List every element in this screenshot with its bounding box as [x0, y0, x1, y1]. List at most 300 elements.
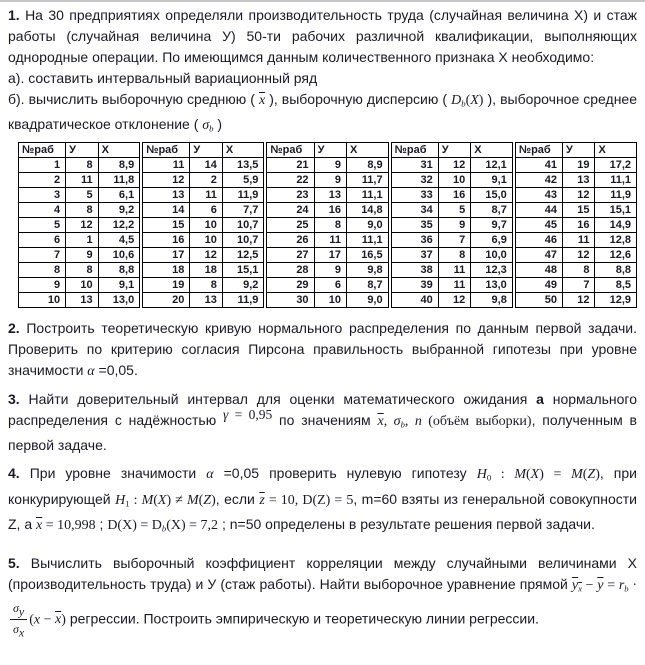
worker-number-cell: 28: [267, 262, 314, 277]
worker-number-cell: 43: [515, 187, 562, 202]
table-row: [19, 262, 140, 277]
text-segment: x: [578, 582, 582, 593]
table-row: [391, 247, 512, 262]
text-segment: D(X) = D: [107, 518, 162, 534]
worker-number-cell: 44: [515, 202, 562, 217]
text-segment: , полученным в первой задаче.: [8, 411, 637, 454]
table-row: [515, 157, 636, 172]
workers-data-table: [18, 142, 637, 308]
text-segment: =: [603, 577, 619, 593]
x-value-cell: 8,7: [471, 202, 513, 217]
text-segment: , при конкурирующей: [8, 465, 637, 507]
worker-number-cell: 19: [143, 277, 190, 292]
worker-number-cell: 5: [19, 217, 66, 232]
x-value-cell: 9,0: [347, 217, 389, 232]
table-row: [267, 187, 388, 202]
text-segment: H: [476, 467, 487, 483]
y-value-cell: 8: [314, 217, 346, 232]
table-header-cell: У: [66, 142, 98, 157]
worker-number-cell: 12: [143, 172, 190, 187]
y-value-cell: 12: [438, 157, 470, 172]
y-value-cell: 16: [314, 202, 346, 217]
table-header-cell: №раб: [143, 142, 190, 157]
table-row: [143, 157, 264, 172]
table-row: [19, 187, 140, 202]
worker-number-cell: 9: [19, 277, 66, 292]
x-value-cell: 8,7: [347, 277, 389, 292]
text-segment: α: [206, 467, 214, 483]
worker-number-cell: 47: [515, 247, 562, 262]
table-header-row: [391, 142, 512, 157]
x-value-cell: 8,9: [98, 157, 140, 172]
table-row: [19, 202, 140, 217]
text-segment: =0,05 проверить нулевую гипотезу: [213, 465, 477, 482]
x-value-cell: 15,0: [471, 187, 513, 202]
text-segment: ): [213, 116, 223, 133]
x-value-cell: 11,1: [595, 172, 637, 187]
y-value-cell: 9: [314, 262, 346, 277]
x-value-cell: 7,7: [222, 202, 264, 217]
table-header-row: [143, 142, 264, 157]
y-value-cell: 13: [562, 172, 594, 187]
table-row: [19, 277, 140, 292]
fraction: [10, 599, 27, 640]
worker-number-cell: 17: [143, 247, 190, 262]
text-segment: ): [478, 93, 484, 108]
table-group: [515, 142, 637, 308]
overline-variable: [572, 576, 582, 592]
y-value-cell: 14: [190, 157, 222, 172]
text-segment: ) ≠: [166, 492, 187, 508]
x-value-cell: 11,9: [222, 187, 264, 202]
text-segment: (: [526, 467, 531, 483]
x-value-cell: 11,9: [222, 292, 264, 307]
table-row: [267, 217, 388, 232]
x-value-cell: 12,9: [595, 292, 637, 307]
text-segment: 1.: [8, 7, 20, 23]
text-segment: Z: [203, 492, 212, 508]
text-segment: ,: [383, 413, 394, 429]
x-value-cell: 11,9: [595, 187, 637, 202]
y-value-cell: 11: [190, 187, 222, 202]
x-value-cell: 8,8: [595, 262, 637, 277]
text-segment: x: [18, 625, 25, 640]
text-segment: (: [153, 492, 158, 508]
table-header-cell: №раб: [391, 142, 438, 157]
text-segment: M: [571, 467, 583, 483]
worker-number-cell: 32: [391, 172, 438, 187]
table-header-row: [267, 142, 388, 157]
table-row: [267, 292, 388, 307]
y-value-cell: 18: [190, 262, 222, 277]
table-group: [18, 142, 140, 308]
table-row: [267, 157, 388, 172]
x-value-cell: 13,0: [98, 292, 140, 307]
table-row: [391, 232, 512, 247]
x-value-cell: 12,6: [595, 247, 637, 262]
table-row: [143, 202, 264, 217]
table-row: [391, 217, 512, 232]
worker-number-cell: 36: [391, 232, 438, 247]
text-segment: b: [461, 98, 466, 109]
worker-number-cell: 27: [267, 247, 314, 262]
x-value-cell: 16,5: [347, 247, 389, 262]
table-header-cell: X: [222, 142, 264, 157]
worker-number-cell: 15: [143, 217, 190, 232]
text-segment: M: [514, 467, 526, 483]
table-row: [19, 157, 140, 172]
text-segment: 3.: [8, 390, 20, 407]
y-value-cell: 13: [190, 292, 222, 307]
y-value-cell: 12: [562, 292, 594, 307]
text-segment: ·: [628, 577, 637, 593]
x-value-cell: 9,0: [347, 292, 389, 307]
x-value-cell: 10,0: [471, 247, 513, 262]
table-group: [266, 142, 388, 308]
y-value-cell: 10: [438, 172, 470, 187]
worker-number-cell: 45: [515, 217, 562, 232]
x-value-cell: 15,1: [222, 262, 264, 277]
top-edge-artifact: [0, 0, 645, 2]
worker-number-cell: 16: [143, 232, 190, 247]
text-segment: M: [141, 492, 154, 508]
worker-number-cell: 6: [19, 232, 66, 247]
worker-number-cell: 26: [267, 232, 314, 247]
text-segment: H: [115, 492, 126, 508]
y-value-cell: 11: [562, 232, 594, 247]
y-value-cell: 11: [314, 232, 346, 247]
text-segment: (: [465, 93, 471, 108]
table-row: [267, 262, 388, 277]
text-segment: X: [470, 93, 479, 108]
worker-number-cell: 25: [267, 217, 314, 232]
y-value-cell: 10: [66, 277, 98, 292]
text-segment: ) =: [539, 467, 572, 483]
table-row: [515, 247, 636, 262]
worker-number-cell: 31: [391, 157, 438, 172]
worker-number-cell: 24: [267, 202, 314, 217]
text-segment: ;: [95, 516, 108, 533]
y-value-cell: 13: [66, 292, 98, 307]
text-segment: = 10,: [264, 492, 299, 508]
table-row: [515, 277, 636, 292]
table-header-cell: X: [98, 142, 140, 157]
text-segment: r: [618, 577, 625, 593]
worker-number-cell: 10: [19, 292, 66, 307]
table-row: [19, 172, 140, 187]
text-segment: , m=60 взяты из генеральной совокупности Z, а: [8, 490, 637, 533]
y-value-cell: 11: [66, 172, 98, 187]
x-value-cell: 12,8: [595, 232, 637, 247]
table-header-cell: У: [314, 142, 346, 157]
text-segment: $\overline{y}$: [597, 577, 604, 593]
table-row: [515, 262, 636, 277]
text-segment: n: [414, 413, 422, 429]
text-segment: 0: [486, 472, 492, 483]
table-row: [267, 247, 388, 262]
x-value-cell: 8,5: [595, 277, 637, 292]
text-segment: X: [530, 467, 540, 483]
x-value-cell: 14,8: [347, 202, 389, 217]
worker-number-cell: 42: [515, 172, 562, 187]
text-segment: γ: [223, 406, 229, 422]
x-value-cell: 12,1: [471, 157, 513, 172]
text-segment: y: [18, 604, 25, 619]
y-value-cell: 9: [438, 217, 470, 232]
text-segment: $\overline{z}$: [259, 492, 265, 508]
text-segment: α: [87, 363, 95, 379]
y-value-cell: 12: [562, 187, 594, 202]
table-row: [391, 202, 512, 217]
table-row: [143, 262, 264, 277]
table-row: [515, 232, 636, 247]
table-row: [267, 172, 388, 187]
worker-number-cell: 2: [19, 172, 66, 187]
text-segment: Z: [587, 467, 596, 483]
task-2-paragraph: [8, 318, 637, 382]
text-segment: y: [571, 577, 579, 593]
table-header-cell: У: [562, 142, 594, 157]
text-segment: 1: [125, 498, 130, 509]
y-value-cell: 6: [190, 202, 222, 217]
y-value-cell: 12: [66, 217, 98, 232]
text-segment: b: [624, 582, 629, 593]
worker-number-cell: 1: [19, 157, 66, 172]
text-segment: σ: [393, 413, 401, 429]
text-segment: −: [40, 612, 56, 628]
worker-number-cell: 22: [267, 172, 314, 187]
x-value-cell: 17,2: [595, 157, 637, 172]
table-group: [142, 142, 264, 308]
table-row: [267, 232, 388, 247]
table-row: [143, 232, 264, 247]
text-segment: $\overline{x}$: [258, 93, 266, 108]
text-segment: D: [451, 93, 462, 108]
y-value-cell: 6: [314, 277, 346, 292]
table-row: [515, 292, 636, 307]
y-value-cell: 16: [438, 187, 470, 202]
table-row: [391, 292, 512, 307]
task-1-item-b: [8, 89, 637, 140]
x-value-cell: 10,7: [222, 232, 264, 247]
x-value-cell: 9,8: [471, 292, 513, 307]
worker-number-cell: 41: [515, 157, 562, 172]
text-segment: На 30 предприятиях определяли производительность труда (случайная величина X) и стаж работы (случайная величина У) 50-ти рабочих различной квалификации, выполняющих однородные операции. По имеющимся данным количественного признака X необходимо:: [8, 7, 637, 65]
y-value-cell: 16: [562, 217, 594, 232]
table-row: [143, 187, 264, 202]
task-5-paragraph: [8, 553, 637, 641]
text-segment: σ: [13, 600, 19, 615]
table-row: [143, 277, 264, 292]
table-row: [143, 292, 264, 307]
y-value-cell: 7: [438, 232, 470, 247]
text-segment: а). составить интервальный вариационный ряд: [8, 70, 318, 86]
table-row: [19, 247, 140, 262]
text-segment: , если: [215, 490, 260, 507]
text-segment: (: [198, 492, 204, 508]
worker-number-cell: 30: [267, 292, 314, 307]
text-segment: $\overline{x}$: [55, 612, 62, 628]
x-value-cell: 13,0: [471, 277, 513, 292]
table-header-cell: У: [190, 142, 222, 157]
table-row: [515, 187, 636, 202]
table-row: [19, 232, 140, 247]
worker-number-cell: 14: [143, 202, 190, 217]
y-value-cell: 15: [562, 202, 594, 217]
y-value-cell: 7: [562, 277, 594, 292]
y-value-cell: 8: [66, 157, 98, 172]
x-value-cell: 9,1: [98, 277, 140, 292]
text-segment: M: [186, 492, 199, 508]
x-value-cell: 12,2: [98, 217, 140, 232]
table-row: [515, 172, 636, 187]
x-value-cell: 14,9: [595, 217, 637, 232]
text-segment: по значениям: [272, 411, 378, 428]
task-3-paragraph: [8, 389, 637, 456]
text-segment: −: [581, 577, 598, 593]
x-value-cell: 9,2: [98, 202, 140, 217]
y-value-cell: 10: [314, 292, 346, 307]
x-value-cell: 12,3: [471, 262, 513, 277]
text-segment: D(Z) = 5: [298, 492, 354, 508]
y-value-cell: 10: [190, 217, 222, 232]
worker-number-cell: 23: [267, 187, 314, 202]
x-value-cell: 11,8: [98, 172, 140, 187]
x-value-cell: 6,9: [471, 232, 513, 247]
table-header-cell: №раб: [19, 142, 66, 157]
y-value-cell: 11: [438, 262, 470, 277]
worker-number-cell: 35: [391, 217, 438, 232]
worker-number-cell: 11: [143, 157, 190, 172]
table-row: [143, 217, 264, 232]
text-segment: б). вычислить выборочную среднюю (: [8, 91, 259, 107]
text-segment: (X) = 7,2: [166, 518, 219, 534]
text-segment: 2.: [8, 319, 20, 336]
text-segment: ), выборочное среднее квадратическое отклонение (: [8, 91, 638, 133]
x-value-cell: 4,5: [98, 232, 140, 247]
worker-number-cell: 37: [391, 247, 438, 262]
worker-number-cell: 34: [391, 202, 438, 217]
worker-number-cell: 20: [143, 292, 190, 307]
worker-number-cell: 39: [391, 277, 438, 292]
y-value-cell: 12: [190, 247, 222, 262]
table-row: [19, 217, 140, 232]
y-value-cell: 5: [438, 202, 470, 217]
table-header-cell: X: [347, 142, 389, 157]
text-segment: (объём выборки): [421, 413, 532, 429]
y-value-cell: 11: [438, 277, 470, 292]
table-row: [267, 277, 388, 292]
table-row: [515, 202, 636, 217]
text-segment: регрессии. Построить эмпирическую и теоретическую линии регрессии.: [65, 610, 539, 627]
worker-number-cell: 13: [143, 187, 190, 202]
text-segment: ), выборочную дисперсию (: [265, 91, 452, 107]
text-segment: $\overline{x}$: [36, 518, 43, 534]
y-value-cell: 5: [66, 187, 98, 202]
text-segment: Построить теоретическую кривую нормального распределения по данным первой задачи. Проверить по критерию согласия Пирсона правильность выбранной гипотезы при уровне значимости: [8, 319, 637, 378]
text-segment: ): [211, 492, 216, 508]
text-segment: При уровне значимости: [19, 465, 207, 482]
x-value-cell: 6,1: [98, 187, 140, 202]
y-value-cell: 2: [190, 172, 222, 187]
table-header-cell: X: [595, 142, 637, 157]
text-segment: b: [209, 123, 214, 134]
table-row: [143, 247, 264, 262]
x-value-cell: 11,1: [347, 187, 389, 202]
worker-number-cell: 40: [391, 292, 438, 307]
text-segment: σ: [202, 118, 210, 134]
x-value-cell: 12,5: [222, 247, 264, 262]
table-header-cell: У: [438, 142, 470, 157]
y-value-cell: 12: [438, 292, 470, 307]
table-row: [19, 292, 140, 307]
table-row: [391, 277, 512, 292]
worker-number-cell: 50: [515, 292, 562, 307]
table-row: [391, 172, 512, 187]
x-value-cell: 9,1: [471, 172, 513, 187]
table-group: [391, 142, 513, 308]
text-segment: =0,05.: [94, 361, 138, 378]
text-segment: Найти доверительный интервал для оценки математического ожидания: [19, 390, 537, 407]
text-segment: x: [33, 612, 41, 628]
text-segment: X: [157, 492, 167, 508]
table-row: [143, 172, 264, 187]
x-value-cell: 9,8: [347, 262, 389, 277]
worker-number-cell: 3: [19, 187, 66, 202]
text-segment: ): [61, 612, 66, 628]
text-segment: (: [29, 612, 34, 628]
text-segment: b: [161, 523, 167, 534]
y-value-cell: 9: [314, 172, 346, 187]
table-header-cell: №раб: [515, 142, 562, 157]
x-value-cell: 8,9: [347, 157, 389, 172]
table-row: [391, 187, 512, 202]
y-value-cell: 9: [314, 157, 346, 172]
table-row: [515, 217, 636, 232]
text-segment: = 10,998: [42, 518, 96, 534]
worker-number-cell: 7: [19, 247, 66, 262]
x-value-cell: 15,1: [595, 202, 637, 217]
text-segment: 4.: [8, 465, 20, 482]
y-value-cell: 8: [66, 262, 98, 277]
text-segment: b: [400, 419, 405, 430]
text-segment: $\overline{x}$: [377, 413, 384, 429]
text-segment: ; n=50 определены в результате решения первой задачи.: [218, 516, 595, 533]
x-value-cell: 5,9: [222, 172, 264, 187]
worker-number-cell: 29: [267, 277, 314, 292]
text-segment: Вычислить выборочный коэффициент корреляции между случайными величинами X (производительность труда) и У (стаж работы). Найти выборочное уравнение прямой: [8, 554, 637, 592]
worker-number-cell: 21: [267, 157, 314, 172]
worker-number-cell: 49: [515, 277, 562, 292]
y-value-cell: 8: [562, 262, 594, 277]
y-value-cell: 1: [66, 232, 98, 247]
text-segment: 5.: [8, 554, 20, 571]
task-1-item-a: [8, 68, 637, 89]
table-header-cell: X: [471, 142, 513, 157]
text-segment: = 0,95: [228, 406, 273, 422]
x-value-cell: 8,8: [98, 262, 140, 277]
y-value-cell: 19: [562, 157, 594, 172]
table-row: [267, 202, 388, 217]
text-segment: ,: [404, 413, 415, 429]
task-1-paragraph: [8, 5, 637, 68]
worker-number-cell: 33: [391, 187, 438, 202]
y-value-cell: 8: [438, 247, 470, 262]
worker-number-cell: 48: [515, 262, 562, 277]
x-value-cell: 10,7: [222, 217, 264, 232]
table-row: [391, 262, 512, 277]
text-segment: (: [582, 467, 588, 483]
